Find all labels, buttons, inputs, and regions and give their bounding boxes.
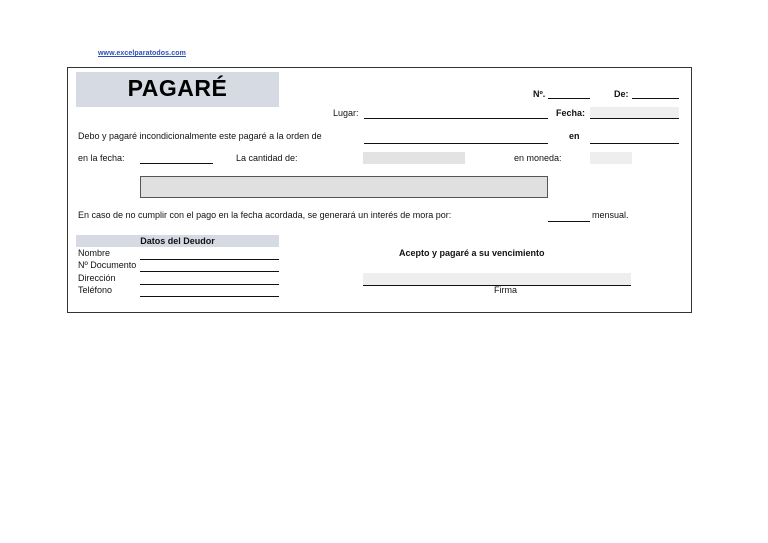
direccion-field[interactable]: [140, 284, 279, 285]
website-link[interactable]: www.excelparatodos.com: [98, 50, 186, 57]
cantidad-field[interactable]: [363, 152, 465, 164]
de-label: De:: [614, 89, 629, 99]
cantidad-label: La cantidad de:: [236, 153, 298, 163]
mora-text: En caso de no cumplir con el pago en la fecha acordada, se generará un interés de mora por:: [78, 210, 452, 220]
documento-label: Nº Documento: [78, 260, 137, 270]
fecha-field-bg: [590, 107, 679, 118]
lugar-field[interactable]: [364, 118, 548, 119]
direccion-label: Dirección: [78, 273, 116, 283]
mensual-label: mensual.: [592, 210, 629, 220]
moneda-field[interactable]: [590, 152, 632, 164]
de-field[interactable]: [632, 98, 679, 99]
telefono-field[interactable]: [140, 296, 279, 297]
accept-text: Acepto y pagaré a su vencimiento: [399, 248, 545, 258]
page-title: PAGARÉ: [127, 75, 228, 101]
numero-label: Nº.: [533, 89, 546, 99]
en-la-fecha-label: en la fecha:: [78, 153, 125, 163]
en-label: en: [569, 131, 580, 141]
documento-field[interactable]: [140, 271, 279, 272]
debo-text: Debo y pagaré incondicionalmente este pagaré a la orden de: [78, 131, 322, 141]
lugar-label: Lugar:: [333, 108, 359, 118]
telefono-label: Teléfono: [78, 285, 113, 295]
amount-in-words-field[interactable]: [140, 176, 548, 198]
mora-field[interactable]: [548, 221, 590, 222]
moneda-label: en moneda:: [514, 153, 562, 163]
numero-field[interactable]: [548, 98, 590, 99]
deudor-section-title: Datos del Deudor: [76, 235, 279, 247]
nombre-label: Nombre: [78, 248, 111, 258]
en-la-fecha-field[interactable]: [140, 163, 213, 164]
en-field[interactable]: [590, 143, 679, 144]
firma-label: Firma: [494, 285, 517, 295]
orden-de-field[interactable]: [364, 143, 548, 144]
signature-area[interactable]: [363, 273, 631, 285]
fecha-field[interactable]: [590, 118, 679, 119]
nombre-field[interactable]: [140, 259, 279, 260]
fecha-label: Fecha:: [556, 108, 586, 118]
